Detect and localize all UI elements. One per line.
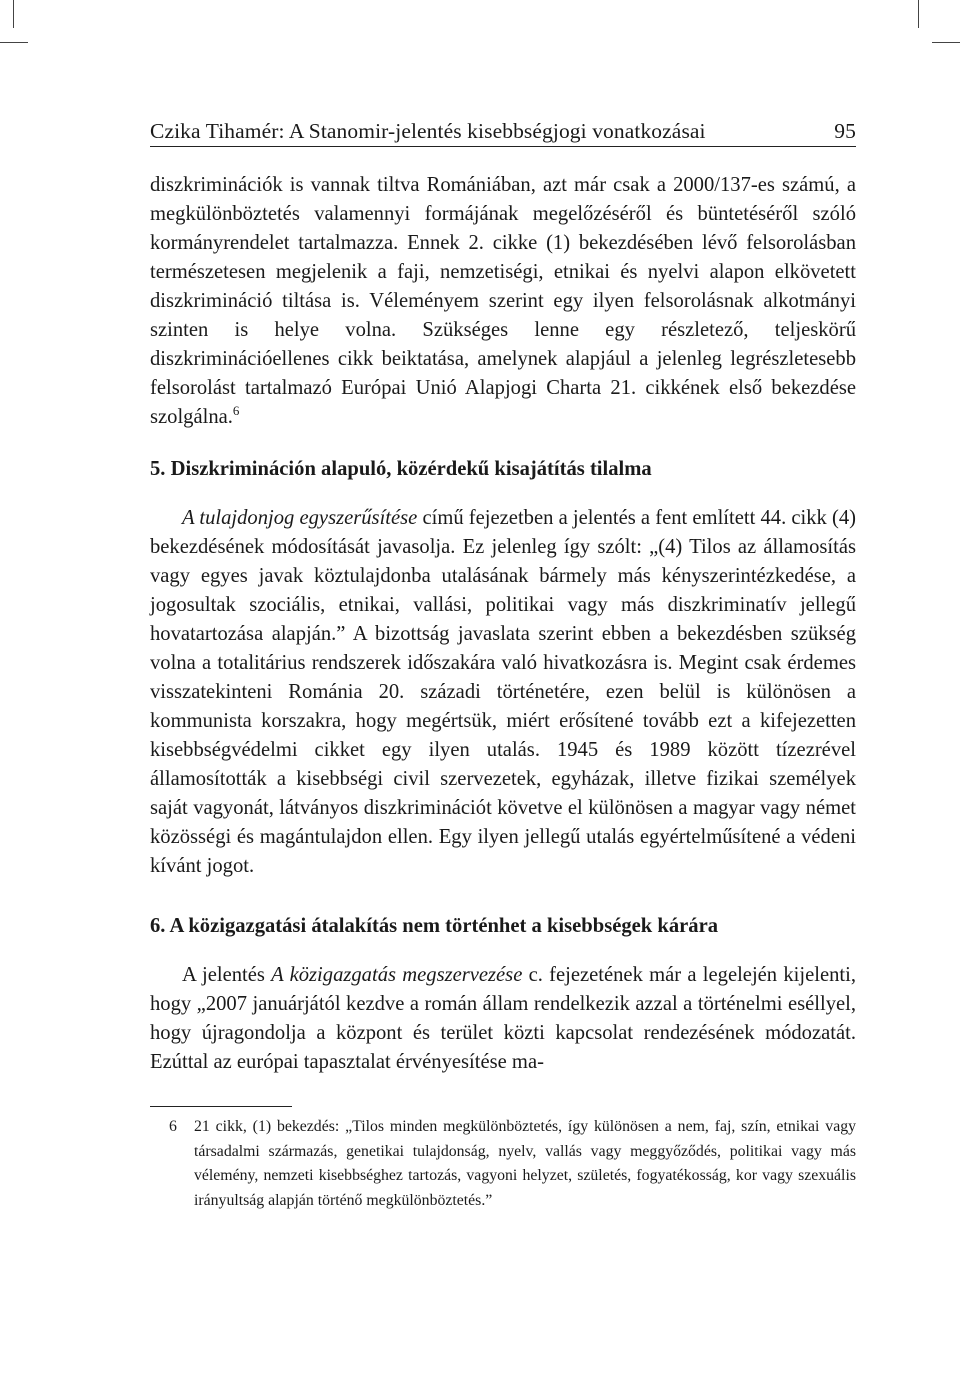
paragraph-1-text: diszkriminációk is vannak tiltva Romániában, azt már csak a 2000/137-es számú, a megkülönböztetés valamennyi formájának megelőzéséről és büntetéséről szóló kormányrendelet tartalmazza. Ennek 2. cikke (1) bekezdésében lévő felsorolásban természetesen megjelenik a faji, nemzetiségi, etnikai és nyelvi alapon elkövetett diszkrimináció tiltása is. Véleményem szerint egy ilyen felsorolásnak alkotmányi szinten is helye volna. Szükséges lenne egy részletező, teljeskörű diszkriminációellenes cikk beiktatása, amelynek alapjául a jelenleg legrészletesebb felsorolást tartalmazó Európai Unió Alapjogi Charta 21. cikkének első bekezdése szolgálna. xyxy=(150,174,856,428)
crop-mark-top-left-horizontal xyxy=(0,42,28,43)
section-6-paragraph xyxy=(150,961,856,1077)
section-6-italic-title: A közigazgatás megszervezése xyxy=(271,964,523,986)
section-6-text: c. fejezetének már a legelején kijelenti, hogy „2007 januárjától kezdve a román állam rendelkezik azzal a történelmi eséllyel, hogy újragondolja a központ és terület közti kapcsolat rendezésének módozatát. Ezúttal az európai tapasztalat érvényesítése ma- xyxy=(150,964,856,1073)
footnote-reference-6[interactable]: 6 xyxy=(232,403,240,418)
crop-mark-top-left xyxy=(13,0,14,28)
paragraph-1 xyxy=(150,171,856,432)
running-header xyxy=(150,116,856,147)
section-5-paragraph xyxy=(150,504,856,881)
section-6-lead: A jelentés xyxy=(182,964,272,986)
section-5-text: című fejezetben a jelentés a fent említett 44. cikk (4) bekezdésének módosítását javasolja. Ez jelenleg így szólt: „(4) Tilos az államosítás vagy egyes javak köztulajdonba utalásának bármely más kényszerintézkedése, a jogosultak szociális, etnikai, vallási, politikai vagy más diszkriminatív jellegű hovatartozása alapján.” A bizottság javaslata szerint ebben a bekezdésben szükség volna a totalitárius rendszerek időszakára való hivatkozásra is. Megint csak érdemes visszatekinteni Románia 20. századi történetére, ezen belül is különösen a kommunista korszakra, hogy megértsük, miért erősítené tovább ezt a kifejezetten kisebbségvédelmi cikket egy ilyen utalás. 1945 és 1989 között tízezrével államosították a kisebbségi civil szervezetek, egyházak, illetve fizikai személyek saját vagyonát, látványos diszkriminációt követve el különösen a magyar vagy német közösségi és magántulajdon ellen. Egy ilyen jellegű utalás egyértelműsítené a védeni kívánt jogot. xyxy=(150,507,857,877)
section-5-italic-title: A tulajdonjog egyszerűsítése xyxy=(182,507,418,529)
section-5-heading: 5. Diszkrimináción alapuló, közérdekű kisajátítás tilalma xyxy=(150,458,652,480)
footnote-number: 6 xyxy=(169,1118,177,1135)
page-number: 95 xyxy=(834,119,856,143)
footnote-text: 21 cikk, (1) bekezdés: „Tilos minden megkülönböztetés, így különösen a nem, faj, szín, etnikai vagy társadalmi származás, genetikai tulajdonság, nyelv, vallás vagy meggyőződés, politikai vagy más vélemény, nemzeti kisebbséghez tartozás, vagyoni helyzet, születés, fogyatékosság, kor vagy szexuális irányultság alapján történő megkülönböztetés.” xyxy=(194,1118,856,1209)
running-header-title: Czika Tihamér: A Stanomir-jelentés kisebbségjogi vonatkozásai xyxy=(150,119,706,143)
footnote-divider xyxy=(150,1106,292,1107)
crop-mark-top-right xyxy=(918,0,919,28)
crop-mark-top-right-horizontal xyxy=(932,42,960,43)
section-6-heading: 6. A közigazgatási átalakítás nem történhet a kisebbségek kárára xyxy=(150,915,719,937)
body-text xyxy=(150,171,856,1077)
footnote-6 xyxy=(170,1115,856,1213)
